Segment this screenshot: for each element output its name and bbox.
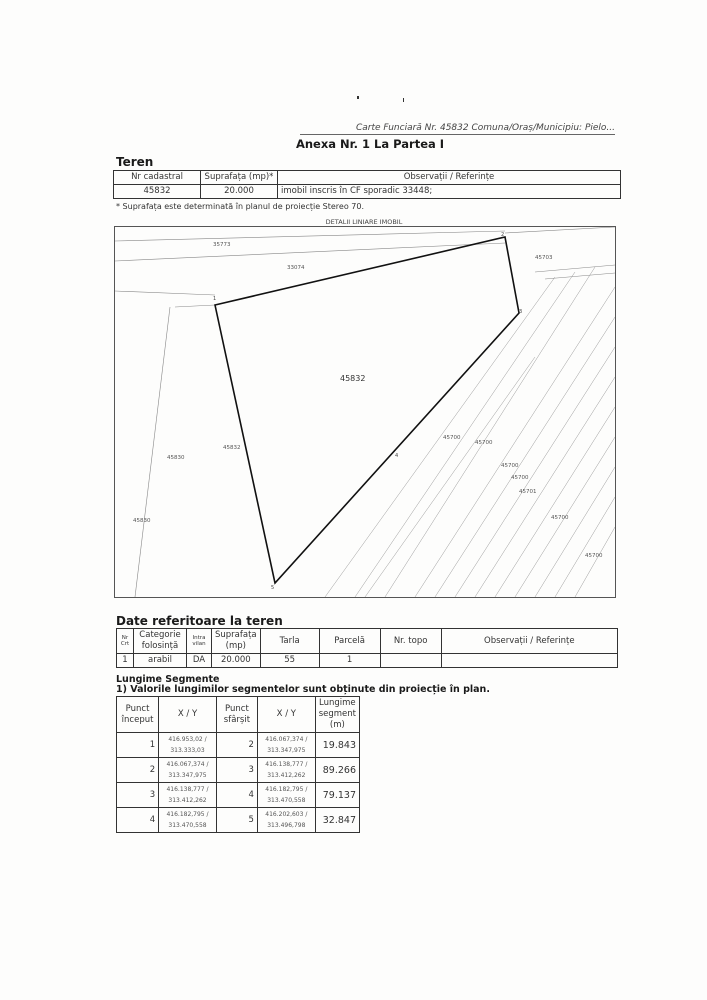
neighbor-label: 45700 (551, 515, 569, 521)
neighbor-label: 45830 (167, 455, 185, 461)
cell-intravilan: DA (187, 654, 212, 668)
cell-suprafata: 20.000 (201, 185, 278, 199)
cell-xy-start: 416.138,777 / 313.412,262 (159, 783, 217, 808)
table-row (117, 654, 618, 668)
vertex-label: 2 (501, 232, 505, 238)
projection-note: * Suprafața este determinată în planul de proiecție Stereo 70. (116, 202, 365, 211)
table-row (117, 783, 360, 808)
col-punct-sfarsit: Punct sfârșit (216, 697, 257, 733)
cell-nr-cadastral: 45832 (114, 185, 201, 199)
cell-tarla: 55 (260, 654, 319, 668)
cell-xy-end: 416.138,777 / 313.412,262 (257, 758, 315, 783)
segmente-title: Lungime Segmente (116, 674, 220, 685)
vertex-label: 1 (213, 296, 217, 302)
col-lungime: Lungime segment (m) (315, 697, 359, 733)
cell-xy-start: 416.067,374 / 313.347,975 (159, 758, 217, 783)
cell-start: 2 (117, 758, 159, 783)
col-intravilan: Intra vilan (187, 629, 212, 654)
cell-xy-start: 416.953,02 / 313.333,03 (159, 733, 217, 758)
parcel-label: 45832 (340, 374, 366, 383)
cell-nr-topo (380, 654, 441, 668)
cell-xy-end: 416.182,795 / 313.470,558 (257, 783, 315, 808)
cell-start: 4 (117, 808, 159, 833)
col-parcela: Parcelă (319, 629, 380, 654)
col-nr-topo: Nr. topo (380, 629, 441, 654)
hatching-lines (325, 267, 615, 597)
cell-length: 32.847 (315, 808, 359, 833)
table-row (114, 185, 621, 199)
vertex-label: 5 (271, 585, 275, 591)
neighbor-label: 45700 (511, 475, 529, 481)
table-row (117, 808, 360, 833)
map-caption: DETALII LINIARE IMOBIL (325, 218, 403, 226)
neighbor-label: 45830 (133, 518, 151, 524)
parcel-polygon (215, 237, 519, 583)
cell-suprafata: 20.000 (212, 654, 261, 668)
table-row (117, 733, 360, 758)
cell-length: 79.137 (315, 783, 359, 808)
cell-end: 5 (216, 808, 257, 833)
annex-title: Anexa Nr. 1 La Partea I (295, 137, 445, 151)
table-header-row (117, 697, 360, 733)
col-nr-crt: Nr Crt (117, 629, 134, 654)
scan-speck (357, 96, 359, 99)
teren-title: Teren (116, 155, 154, 169)
cell-start: 1 (117, 733, 159, 758)
neighbor-label: 33074 (287, 265, 305, 271)
col-xy-inceput: X / Y (159, 697, 217, 733)
col-nr-cadastral: Nr cadastral (114, 171, 201, 185)
col-suprafata: Suprafața (mp) (212, 629, 261, 654)
neighbor-label: 45700 (501, 463, 519, 469)
cell-parcela: 1 (319, 654, 380, 668)
col-suprafata: Suprafața (mp)* (201, 171, 278, 185)
scan-speck (403, 98, 404, 102)
vertex-label: 4 (395, 453, 399, 459)
neighbor-label: 45700 (443, 435, 461, 441)
segmente-table (116, 696, 360, 833)
table-header-row (114, 171, 621, 185)
cell-end: 2 (216, 733, 257, 758)
cell-xy-end: 416.202,603 / 313.496,798 (257, 808, 315, 833)
col-punct-inceput: Punct început (117, 697, 159, 733)
neighbor-label: 45703 (535, 255, 553, 261)
parcel-map (114, 226, 616, 598)
parcel-map-drawing (115, 227, 615, 597)
table-header-row (117, 629, 618, 654)
teren-table (113, 170, 621, 199)
col-observatii: Observații / Referințe (278, 171, 621, 185)
neighbor-label: 45700 (475, 440, 493, 446)
cell-categorie: arabil (134, 654, 187, 668)
date-teren-table (116, 628, 618, 668)
vertex-label: 3 (519, 309, 523, 315)
cell-end: 3 (216, 758, 257, 783)
neighbor-label: 45701 (519, 489, 537, 495)
cell-xy-start: 416.182,795 / 313.470,558 (159, 808, 217, 833)
col-tarla: Tarla (260, 629, 319, 654)
col-xy-sfarsit: X / Y (257, 697, 315, 733)
cell-observatii: imobil inscris în CF sporadic 33448; (278, 185, 621, 199)
segmente-subtitle: 1) Valorile lungimilor segmentelor sunt obținute din proiecție în plan. (116, 684, 490, 695)
cell-end: 4 (216, 783, 257, 808)
neighbor-label: 45832 (223, 445, 241, 451)
col-categorie: Categorie folosință (134, 629, 187, 654)
cell-length: 89.266 (315, 758, 359, 783)
vertex-labels (213, 232, 522, 591)
neighbor-label: 35773 (213, 242, 231, 248)
neighbor-label-group (133, 242, 603, 559)
table-row (117, 758, 360, 783)
carte-funciara-header: Carte Funciară Nr. 45832 Comuna/Oraș/Municipiu: Pielo... (300, 123, 615, 135)
cell-start: 3 (117, 783, 159, 808)
cell-xy-end: 416.067,374 / 313.347,975 (257, 733, 315, 758)
cell-observatii (441, 654, 617, 668)
col-observatii: Observații / Referințe (441, 629, 617, 654)
neighbor-label: 45700 (585, 553, 603, 559)
cell-nr-crt: 1 (117, 654, 134, 668)
date-teren-title: Date referitoare la teren (116, 614, 283, 628)
cell-length: 19.843 (315, 733, 359, 758)
